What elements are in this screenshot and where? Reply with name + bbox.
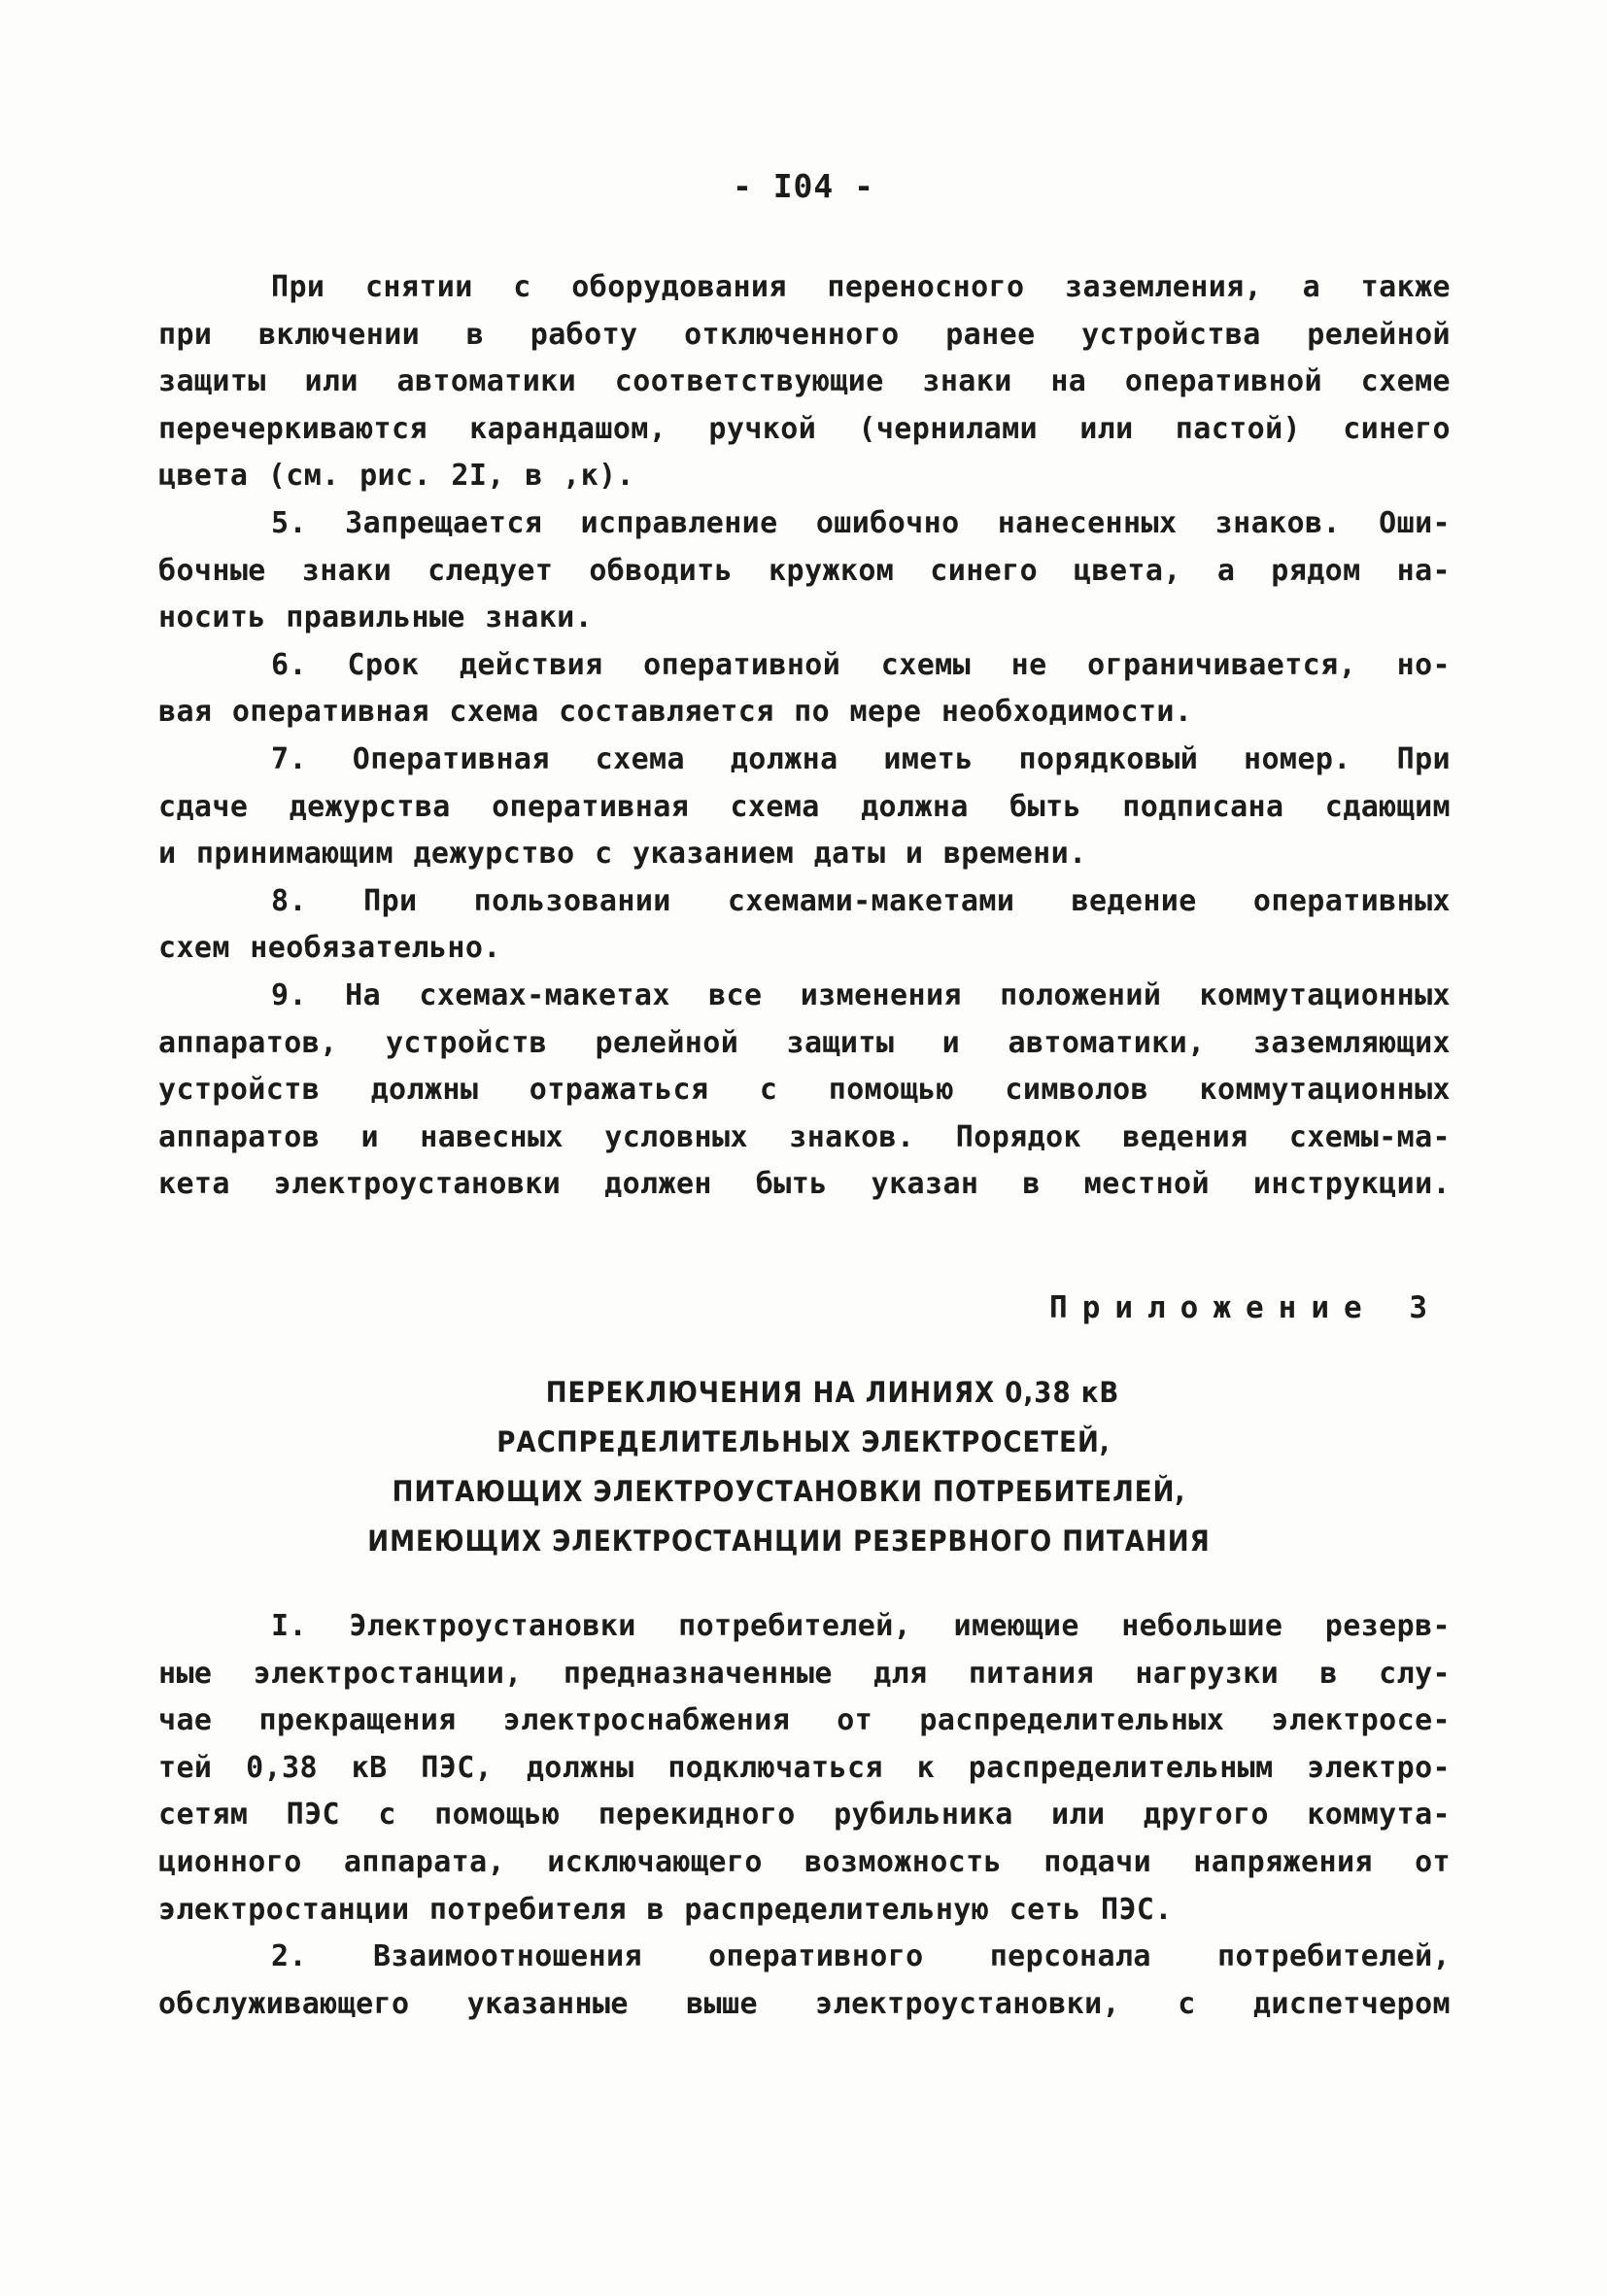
text-line: сдаче дежурства оперативная схема должна быть подписана сдающим [158, 789, 1451, 824]
text-line: При снятии с оборудования переносного заземления, а также [271, 270, 1451, 304]
text-line: 2. Взаимоотношения оперативного персонала потребителей, [271, 1939, 1451, 1974]
text-line: 5. Запрещается исправление ошибочно нанесенных знаков. Оши- [271, 505, 1451, 540]
title-line: ИМЕЮЩИХ ЭЛЕКТРОСТАНЦИИ РЕЗЕРВНОГО ПИТАНИЯ [367, 1525, 1211, 1558]
text-line: перечеркиваются карандашом, ручкой (чернилами или пастой) синего [158, 411, 1451, 446]
text-line: 6. Срок действия оперативной схемы не ограничивается, но- [271, 647, 1451, 682]
text-line: и принимающим дежурство с указанием даты и времени. [158, 837, 1087, 872]
text-line: кета электроустановки должен быть указан в местной инструкции. [158, 1167, 1451, 1202]
text-line: обслуживающего указанные выше электроустановки, с диспетчером [158, 1986, 1451, 2021]
title-line: ПИТАЮЩИХ ЭЛЕКТРОУСТАНОВКИ ПОТРЕБИТЕЛЕЙ, [392, 1475, 1186, 1508]
appendix-label: Приложение 3 [1049, 1290, 1442, 1325]
text-line: 7. Оперативная схема должна иметь порядковый номер. При [271, 741, 1451, 776]
text-line: чае прекращения электроснабжения от распределительных электросе- [158, 1703, 1451, 1738]
text-line: бочные знаки следует обводить кружком синего цвета, а рядом на- [158, 553, 1451, 588]
title-line: РАСПРЕДЕЛИТЕЛЬНЫХ ЭЛЕКТРОСЕТЕЙ, [496, 1425, 1111, 1458]
text-line: вая оперативная схема составляется по мере необходимости. [158, 695, 1193, 730]
text-line: схем необязательно. [158, 931, 501, 966]
text-line: 9. На схемах-макетах все изменения положений коммутационных [271, 977, 1451, 1012]
text-line: ные электростанции, предназначенные для питания нагрузки в слу- [158, 1656, 1451, 1691]
text-line: устройств должны отражаться с помощью символов коммутационных [158, 1073, 1451, 1108]
text-line: сетям ПЭС с помощью перекидного рубильника или другого коммута- [158, 1798, 1451, 1833]
text-line: I. Электроустановки потребителей, имеющие небольшие резерв- [271, 1609, 1451, 1643]
text-line: при включении в работу отключенного ранее устройства релейной [158, 317, 1451, 352]
appendix-text-section [158, 1603, 1451, 2028]
text-line: ционного аппарата, исключающего возможность подачи напряжения от [158, 1844, 1451, 1879]
appendix-title [0, 1368, 1607, 1566]
text-line: электростанции потребителя в распределительную сеть ПЭС. [158, 1892, 1173, 1927]
text-line: носить правильные знаки. [158, 600, 594, 635]
text-line: тей 0,38 кВ ПЭС, должны подключаться к распределительным электро- [158, 1750, 1451, 1785]
main-text-section [158, 264, 1451, 1209]
text-line: аппаратов, устройств релейной защиты и автоматики, заземляющих [158, 1025, 1451, 1060]
text-line: аппаратов и навесных условных знаков. Порядок ведения схемы-ма- [158, 1119, 1451, 1154]
page-number: - I04 - [732, 167, 875, 205]
title-line: ПЕРЕКЛЮЧЕНИЯ НА ЛИНИЯХ 0,38 кВ [545, 1376, 1120, 1409]
text-line: защиты или автоматики соответствующие знаки на оперативной схеме [158, 364, 1451, 399]
text-line: цвета (см. рис. 2I, в ,к). [158, 459, 634, 494]
text-line: 8. При пользовании схемами-макетами ведение оперативных [271, 883, 1451, 918]
